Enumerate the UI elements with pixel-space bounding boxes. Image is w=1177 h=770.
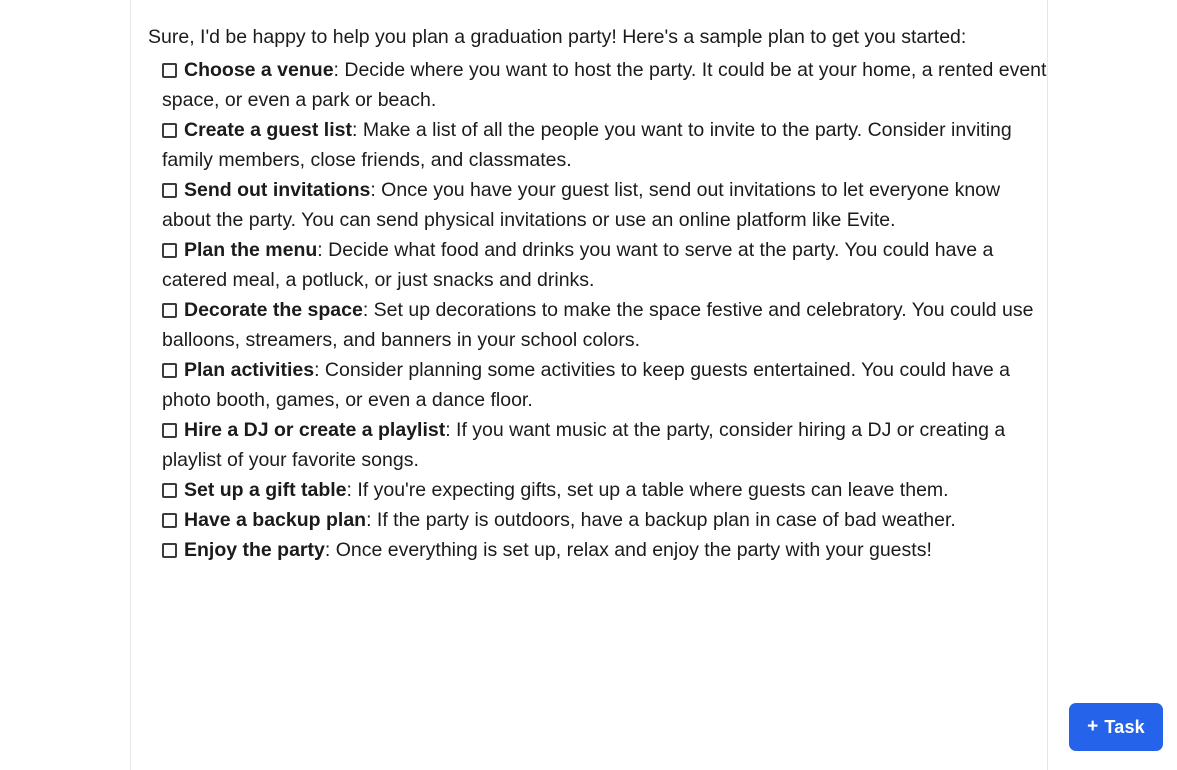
task-title: Send out invitations: [184, 179, 371, 201]
task-description: : Decide where you want to host the party. It could be at your home, a rented event space, or even a park or beach.: [162, 59, 1047, 111]
task-checkbox[interactable]: [162, 243, 177, 258]
task-title: Create a guest list: [184, 119, 352, 141]
task-checkbox[interactable]: [162, 543, 177, 558]
task-description: : Once you have your guest list, send out invitations to let everyone know about the party. You can send physical invitations or use an online platform like Evite.: [162, 179, 1001, 231]
task-description: : Make a list of all the people you want to invite to the party. Consider inviting family members, close friends, and classmates.: [162, 119, 1012, 171]
add-task-label: Task: [1104, 716, 1145, 737]
task-list-item: [148, 175, 1047, 235]
task-description: : Once everything is set up, relax and enjoy the party with your guests!: [324, 539, 932, 561]
task-list-item: [148, 55, 1047, 115]
task-list-item: [148, 415, 1047, 475]
task-checkbox[interactable]: [162, 423, 177, 438]
task-checklist: [148, 55, 1048, 565]
left-column-divider: [130, 0, 131, 770]
task-description: : If the party is outdoors, have a backup plan in case of bad weather.: [366, 509, 956, 531]
task-description: : Consider planning some activities to keep guests entertained. You could have a photo booth, games, or even a dance floor.: [162, 359, 1011, 411]
task-title: Enjoy the party: [184, 539, 325, 561]
task-list-item: [148, 355, 1047, 415]
task-title: Set up a gift table: [184, 479, 347, 501]
plus-icon: +: [1087, 716, 1099, 737]
task-description: : If you're expecting gifts, set up a table where guests can leave them.: [346, 479, 949, 501]
task-list-item: [148, 475, 1047, 505]
task-checkbox[interactable]: [162, 63, 177, 78]
task-title: Decorate the space: [184, 299, 363, 321]
task-checkbox[interactable]: [162, 513, 177, 528]
add-task-button[interactable]: [1069, 703, 1163, 751]
task-checkbox[interactable]: [162, 363, 177, 378]
task-list-item: [148, 535, 1047, 565]
task-list-item: [148, 295, 1047, 355]
task-list-item: [148, 505, 1047, 535]
task-checkbox[interactable]: [162, 123, 177, 138]
task-title: Hire a DJ or create a playlist: [184, 419, 446, 441]
response-content: [148, 22, 1048, 565]
task-list-item: [148, 235, 1047, 295]
task-title: Choose a venue: [184, 59, 334, 81]
task-description: : If you want music at the party, consider hiring a DJ or creating a playlist of your favorite songs.: [162, 419, 1006, 471]
task-title: Have a backup plan: [184, 509, 367, 531]
task-checkbox[interactable]: [162, 303, 177, 318]
task-list-item: [148, 115, 1047, 175]
task-checkbox[interactable]: [162, 483, 177, 498]
task-description: : Decide what food and drinks you want to serve at the party. You could have a catered meal, a potluck, or just snacks and drinks.: [162, 239, 994, 291]
task-title: Plan the menu: [184, 239, 318, 261]
task-checkbox[interactable]: [162, 183, 177, 198]
task-description: : Set up decorations to make the space festive and celebratory. You could use balloons, streamers, and banners in your school colors.: [162, 299, 1034, 351]
task-title: Plan activities: [184, 359, 315, 381]
intro-paragraph: Sure, I'd be happy to help you plan a graduation party! Here's a sample plan to get you started:: [148, 26, 967, 48]
